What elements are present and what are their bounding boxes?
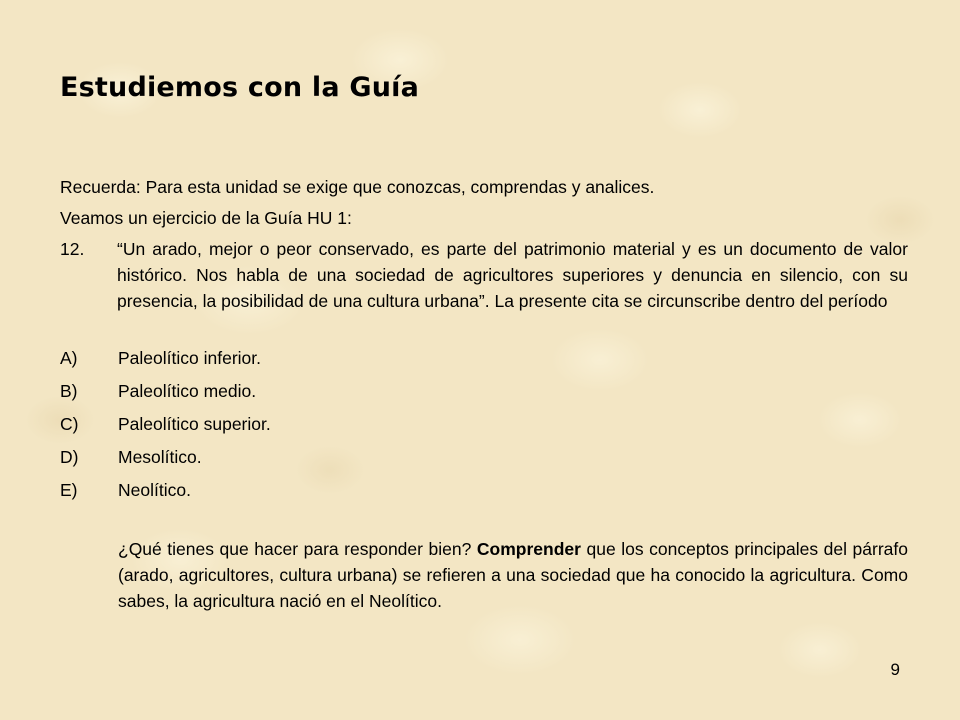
question-text: “Un arado, mejor o peor conservado, es parte del patrimonio material y es un documento de valor histórico. Nos habla de una sociedad de agricultores superiores y denuncia en silencio, con su presencia, la posibilidad de una cultura urbana”. La presente cita se circunscribe dentro del período <box>117 239 908 311</box>
question-12 <box>60 236 908 314</box>
explanation-suffix: que los conceptos principales del párrafo (arado, agricultores, cultura urbana) se refieren a una sociedad que ha conocido la agricultura. Como sabes, la agricultura nació en el Neolítico. <box>118 539 908 611</box>
answer-options <box>60 342 271 507</box>
option-text: Mesolítico. <box>118 447 202 467</box>
option-b <box>60 375 271 408</box>
slide-title: Estudiemos con la Guía <box>60 72 419 103</box>
option-letter: A) <box>60 348 78 368</box>
option-text: Paleolítico superior. <box>118 414 271 434</box>
page-number: 9 <box>890 660 900 679</box>
option-letter: D) <box>60 447 79 467</box>
explanation-paragraph <box>118 536 908 614</box>
option-d <box>60 441 271 474</box>
intro-line-ejercicio: Veamos un ejercicio de la Guía HU 1: <box>60 208 352 228</box>
explanation-bold-word: Comprender <box>476 539 581 559</box>
option-text: Paleolítico inferior. <box>118 348 261 368</box>
question-number: 12. <box>60 239 85 259</box>
option-c <box>60 408 271 441</box>
intro-line-recuerda: Recuerda: Para esta unidad se exige que conozcas, comprendas y analices. <box>60 177 655 197</box>
option-text: Paleolítico medio. <box>118 381 257 401</box>
option-text: Neolítico. <box>118 480 191 500</box>
option-letter: C) <box>60 414 79 434</box>
intro-block <box>60 174 908 314</box>
option-e <box>60 474 271 507</box>
option-a <box>60 342 271 375</box>
explanation-prefix: ¿Qué tienes que hacer para responder bien? <box>118 539 477 559</box>
option-letter: E) <box>60 480 78 500</box>
option-letter: B) <box>60 381 78 401</box>
